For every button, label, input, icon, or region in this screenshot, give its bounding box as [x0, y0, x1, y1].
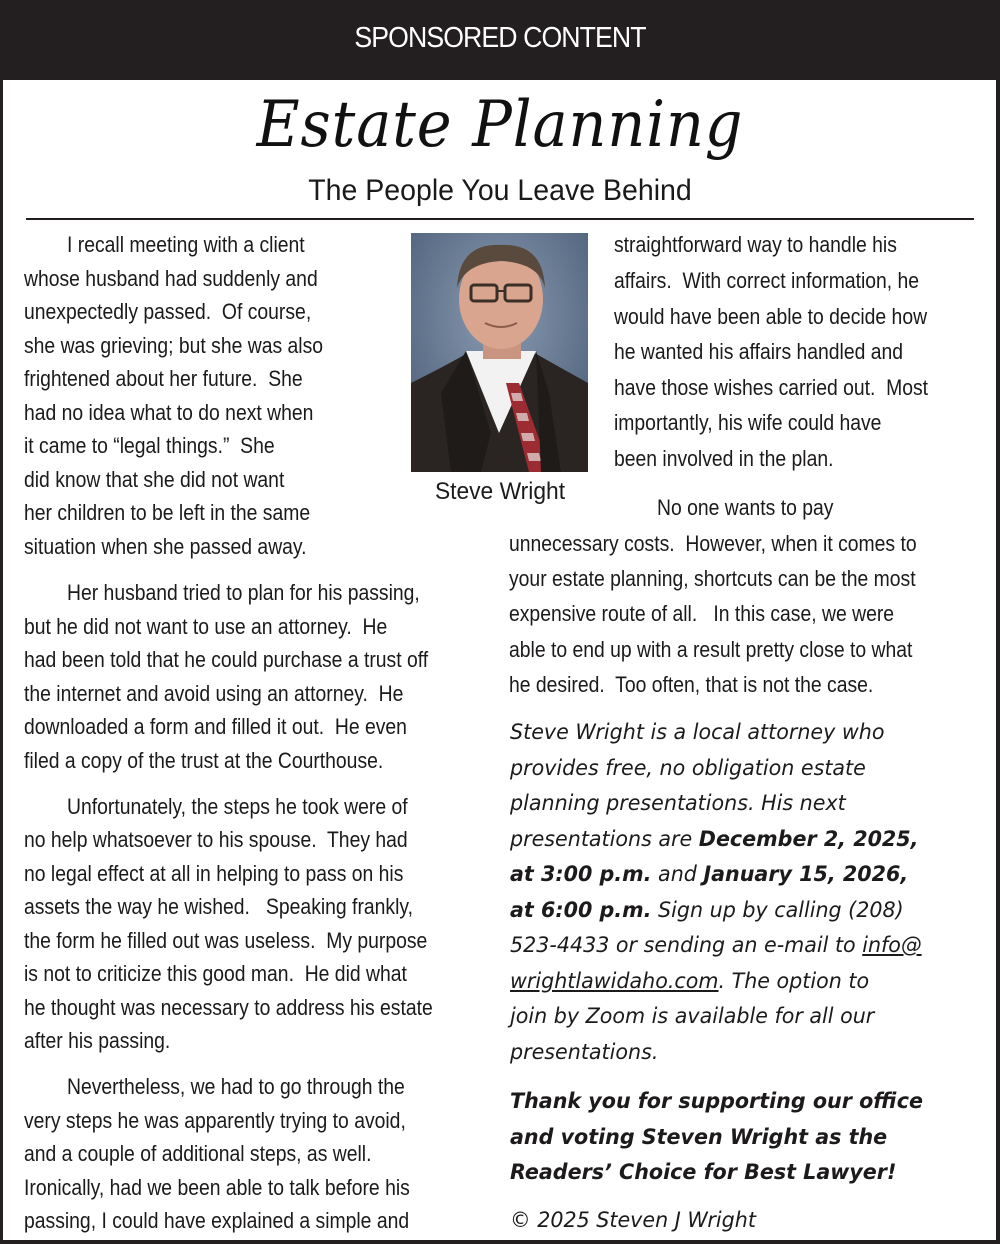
article-line: Unfortunately, the steps he took were of: [67, 794, 408, 819]
page-subtitle: The People You Leave Behind: [308, 174, 692, 207]
article-line: Her husband tried to plan for his passing,: [67, 580, 420, 605]
article-line: importantly, his wife could have: [614, 410, 882, 435]
article-line: he desired. Too often, that is not the case.: [509, 672, 874, 697]
article-line: he thought was necessary to address his estate: [24, 995, 433, 1020]
thanks-line: Readers’ Choice for Best Lawyer!: [510, 1160, 897, 1185]
article-line: Ironically, had we been able to talk before his: [24, 1175, 410, 1200]
presentation-date-2: January 15, 2026,: [703, 862, 909, 887]
promo-text: presentations are: [510, 827, 699, 852]
article-line: had no idea what to do next when: [24, 400, 314, 425]
article-line: your estate planning, shortcuts can be the most: [509, 566, 916, 591]
article-line: her children to be left in the same: [24, 500, 311, 525]
article-line: frightened about her future. She: [24, 366, 303, 391]
article-line: situation when she passed away.: [24, 534, 307, 559]
article-line: straightforward way to handle his: [614, 232, 897, 257]
thanks-line: Thank you for supporting our office: [510, 1089, 923, 1114]
article-line: did know that she did not want: [24, 467, 285, 492]
article-line: passing, I could have explained a simple and: [24, 1208, 410, 1233]
article-line: affairs. With correct information, he: [614, 268, 920, 293]
portrait-image: [411, 233, 588, 472]
article-line: been involved in the plan.: [614, 446, 834, 471]
article-line: would have been able to decide how: [614, 304, 928, 329]
promo-line: [510, 898, 904, 924]
promo-text: and: [651, 862, 704, 887]
presentation-time-1: at 3:00 p.m.: [510, 862, 652, 887]
article-line: is not to criticize this good man. He did what: [24, 961, 407, 986]
page-title: Estate Planning: [256, 88, 744, 162]
promo-line: [510, 827, 918, 853]
presentation-time-2: at 6:00 p.m.: [510, 898, 652, 923]
article-line: whose husband had suddenly and: [24, 266, 318, 291]
promo-line: presentations.: [510, 1040, 659, 1065]
article-line: but he did not want to use an attorney. He: [24, 614, 388, 639]
promo-line: [510, 862, 908, 888]
article-line: after his passing.: [24, 1028, 171, 1053]
email-link[interactable]: info@: [862, 933, 922, 958]
article-line: I recall meeting with a client: [67, 232, 305, 257]
promo-text: . The option to: [718, 969, 870, 994]
thanks-line: and voting Steven Wright as the: [510, 1125, 888, 1150]
article-line: very steps he was apparently trying to avoid,: [24, 1108, 406, 1133]
promo-line: join by Zoom is available for all our: [510, 1004, 875, 1029]
promo-line: provides free, no obligation estate: [510, 756, 866, 781]
promo-line: [510, 969, 869, 995]
copyright: © 2025 Steven J Wright: [510, 1208, 756, 1233]
article-line: filed a copy of the trust at the Courthouse.: [24, 748, 384, 773]
article-line: and a couple of additional steps, as well.: [24, 1141, 372, 1166]
sponsored-label: SPONSORED CONTENT: [354, 22, 646, 54]
article-line: have those wishes carried out. Most: [614, 375, 929, 400]
article-line: the form he filled out was useless. My purpose: [24, 928, 428, 953]
promo-line: Steve Wright is a local attorney who: [510, 720, 885, 745]
presentation-date-1: December 2, 2025,: [698, 827, 919, 852]
article-line: unexpectedly passed. Of course,: [24, 299, 312, 324]
article-line: expensive route of all. In this case, we were: [509, 601, 895, 626]
promo-line: planning presentations. His next: [510, 791, 846, 816]
article-line: Nevertheless, we had to go through the: [67, 1074, 405, 1099]
email-link[interactable]: wrightlawidaho.com: [510, 969, 719, 994]
article-line: the internet and avoid using an attorney. He: [24, 681, 404, 706]
article-line: unnecessary costs. However, when it comes to: [509, 531, 917, 556]
photo-caption: Steve Wright: [434, 478, 566, 505]
article-line: had been told that he could purchase a trust off: [24, 647, 429, 672]
article-line: no legal effect at all in helping to pass on his: [24, 861, 404, 886]
sponsored-banner: [0, 0, 1000, 80]
article-line: it came to “legal things.” She: [24, 433, 275, 458]
promo-line: [510, 933, 922, 959]
title-divider: [26, 218, 974, 220]
author-photo: [411, 233, 588, 472]
article-line: assets the way he wished. Speaking frankly,: [24, 894, 414, 919]
article-line: he wanted his affairs handled and: [614, 339, 904, 364]
article-line: able to end up with a result pretty close to what: [509, 637, 913, 662]
article-line: no help whatsoever to his spouse. They had: [24, 827, 408, 852]
article-line: downloaded a form and filled it out. He even: [24, 714, 407, 739]
article-line: No one wants to pay: [657, 495, 834, 520]
promo-text: Sign up by calling (208): [651, 898, 904, 923]
promo-text: 523-4433 or sending an e-mail to: [510, 933, 863, 958]
article-line: she was grieving; but she was also: [24, 333, 324, 358]
